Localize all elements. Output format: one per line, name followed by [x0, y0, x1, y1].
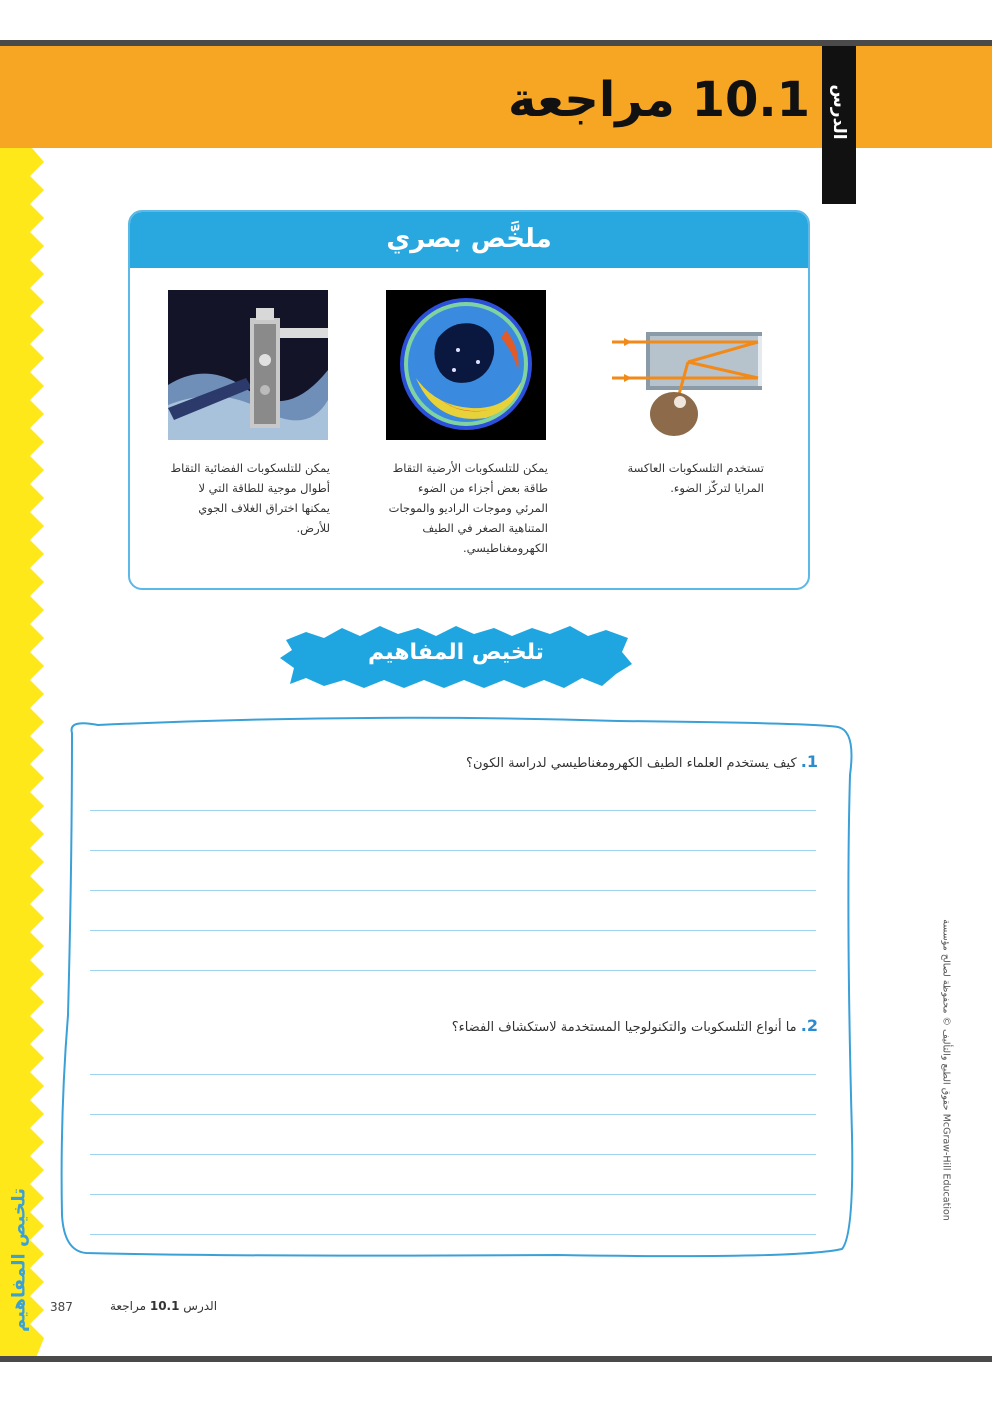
- copyright-text: حقوق الطبع والتأليف © محفوظة لصالح مؤسسة McGraw-Hill Education: [940, 919, 952, 1221]
- answer-line-1-3[interactable]: [90, 890, 816, 891]
- footer-lesson-number: 10.1: [149, 1299, 180, 1313]
- visual-summary-header: [130, 212, 808, 268]
- space-telescope-caption: يمكن للتلسكوبات الفضائية التقاط أطوال موجية للطاقة التي لا يمكنها اختراق الغلاف الجوي للأرض.: [170, 461, 330, 535]
- visual-summary-box: [128, 210, 810, 590]
- footer-lesson: [110, 1299, 217, 1313]
- reflecting-telescope-caption: تستخدم التلسكوبات العاكسة المرايا لتركّز الضوء.: [627, 461, 764, 495]
- answer-line-1-4[interactable]: [90, 930, 816, 931]
- visual-summary-heading: ملخَّص بصري: [386, 224, 552, 254]
- summary-item-ground-telescope: [386, 290, 548, 558]
- summary-item-space-telescope: [168, 290, 330, 538]
- question-2-number: 2.: [800, 1016, 818, 1035]
- question-1-text: كيف يستخدم العلماء الطيف الكهرومغناطيسي لدراسة الكون؟: [466, 756, 797, 771]
- reflecting-telescope-image: [602, 290, 762, 440]
- answer-line-2-3[interactable]: [90, 1154, 816, 1155]
- side-section-label: [2, 1180, 36, 1340]
- concepts-banner-text: تلخيص المفاهيم: [368, 640, 544, 665]
- footer-lesson-word: مراجعة: [110, 1299, 147, 1313]
- footer-lesson-label: الدرس: [183, 1299, 218, 1313]
- answer-line-2-5[interactable]: [90, 1234, 816, 1235]
- ground-telescope-caption: يمكن للتلسكوبات الأرضية التقاط طاقة بعض أجزاء من الضوء المرئي وموجات الراديو والموجات المتناهية الصغر في الطيف الكهرومغناطيسي.: [388, 461, 548, 555]
- question-1: [466, 752, 818, 771]
- lesson-tab: [822, 46, 856, 204]
- answer-line-1-5[interactable]: [90, 970, 816, 971]
- review-box: [58, 715, 854, 1261]
- summary-item-reflecting-telescope: [602, 290, 764, 498]
- radio-image: [386, 290, 546, 440]
- copyright-notice: [934, 919, 958, 1221]
- title-number: 10.1: [691, 72, 810, 128]
- answer-line-2-2[interactable]: [90, 1114, 816, 1115]
- title-word: مراجعة: [508, 72, 675, 128]
- question-1-number: 1.: [800, 752, 818, 771]
- answer-line-1-2[interactable]: [90, 850, 816, 851]
- side-section-label-text: تلخيص المفاهيم: [8, 1188, 30, 1332]
- lesson-tab-label: الدرس: [829, 84, 849, 140]
- answer-line-2-1[interactable]: [90, 1074, 816, 1075]
- question-2-text: ما أنواع التلسكوبات والتكنولوجيا المستخدمة لاستكشاف الفضاء؟: [451, 1020, 797, 1035]
- space-telescope-image: [168, 290, 328, 440]
- side-zigzag-strip: [0, 148, 44, 1358]
- page-title: [508, 72, 810, 128]
- bottom-rule: [0, 1356, 992, 1362]
- answer-line-1-1[interactable]: [90, 810, 816, 811]
- page-number: 387: [50, 1300, 73, 1314]
- answer-line-2-4[interactable]: [90, 1194, 816, 1195]
- question-2: [452, 1016, 818, 1035]
